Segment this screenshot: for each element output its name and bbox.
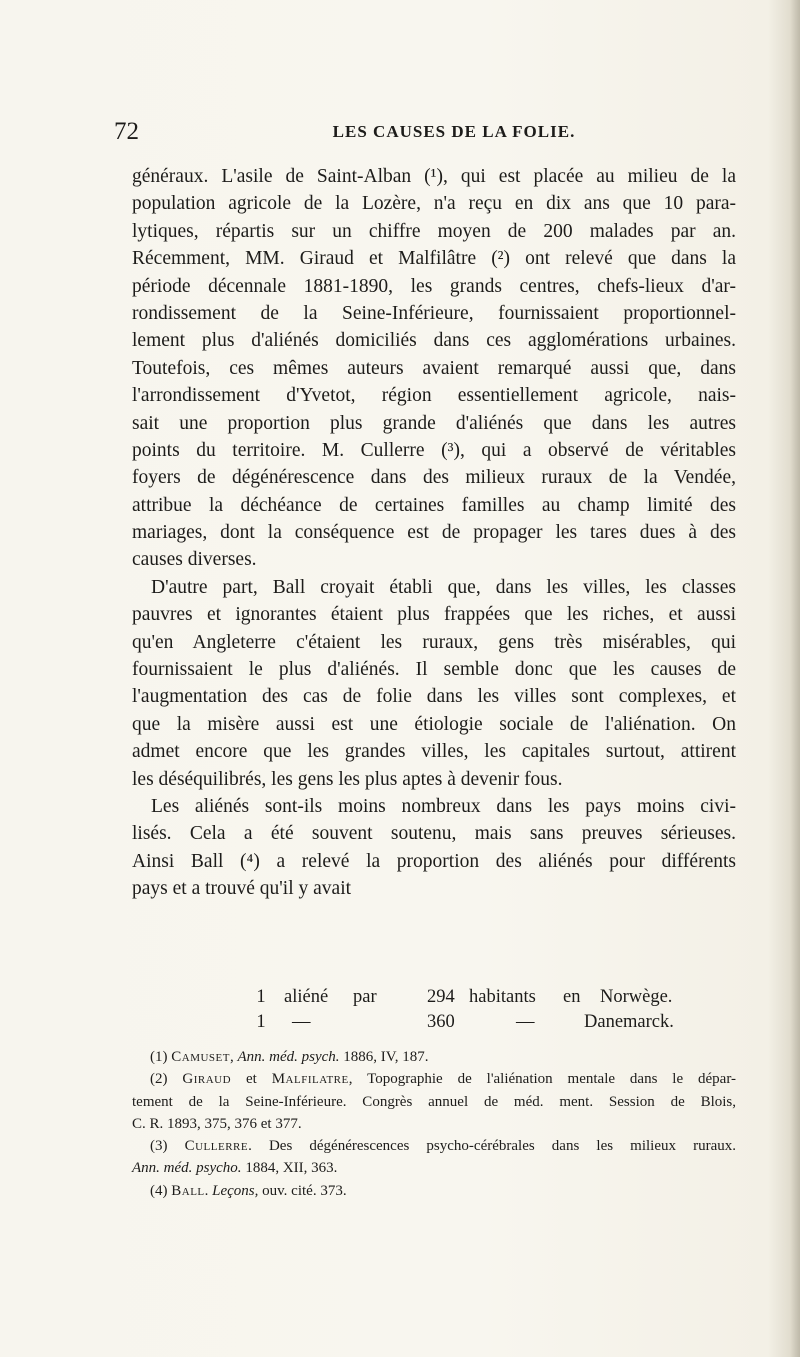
text-line: Récemment, MM. Giraud et Malfilâtre (²) ont relevé que dans la (132, 248, 736, 270)
footnote-author: Giraud (182, 1071, 232, 1088)
text-line: pays et a trouvé qu'il y avait (132, 878, 352, 900)
footnotes (132, 1046, 736, 1202)
footnote-journal: Ann. méd. psycho. (132, 1160, 242, 1177)
running-title: LES CAUSES DE LA FOLIE. (332, 122, 576, 141)
footnote-number: (4) (150, 1182, 168, 1199)
text-line: généraux. L'asile de Saint-Alban (¹), qui est placée au milieu de la (132, 166, 736, 187)
text-line: période décennale 1881-1890, les grands centres, chefs-lieux d'ar- (132, 275, 736, 297)
footnote-author: Cullerre (184, 1138, 249, 1155)
footnote-4 (132, 1180, 736, 1202)
page-number: 72 (114, 118, 139, 145)
footnote-3 (132, 1135, 736, 1157)
table-cell: Danemarck. (584, 1012, 674, 1032)
body-text (132, 163, 736, 903)
table-cell: 294 (427, 987, 455, 1007)
text-line: sait une proportion plus grande d'aliénés que dans les autres (132, 412, 736, 434)
footnote-number: (1) (150, 1049, 168, 1065)
page-header (114, 117, 734, 147)
text-line: pauvres et ignorantes étaient plus frappées que les riches, et aussi (132, 604, 736, 626)
footnote-2-continued: tement de la Seine-Inférieure. Congrès annuel de méd. ment. Session de Blois, (132, 1093, 736, 1110)
text-line: D'autre part, Ball croyait établi que, dans les villes, les classes (151, 576, 736, 598)
text-line: mariages, dont la conséquence est de propager les tares dues à des (132, 522, 736, 544)
text-line: Toutefois, ces mêmes auteurs avaient remarqué aussi que, dans (132, 357, 736, 379)
text-line: Les aliénés sont-ils moins nombreux dans les pays moins civi- (151, 795, 736, 817)
text-line: population agricole de la Lozère, n'a reçu en dix ans que 10 para- (132, 193, 736, 215)
table-cell: habitants (469, 987, 536, 1007)
text-line: causes diverses. (132, 549, 257, 571)
footnote-number: (3) (150, 1138, 168, 1155)
footnote-journal: Leçons, (212, 1182, 259, 1199)
text-line: rondissement de la Seine-Inférieure, fournissaient proportionnel- (132, 302, 736, 324)
table-cell: Norwège. (600, 987, 673, 1007)
footnote-author: Camuset (171, 1049, 230, 1065)
footnote-reference: 1886, IV, 187. (343, 1049, 429, 1065)
text-line: attribue la déchéance de certaines familles au champ limité des (132, 494, 736, 516)
footnote-reference: ouv. cité. 373. (262, 1182, 347, 1199)
page-edge-shadow (790, 0, 800, 1357)
footnote-number: (2) (150, 1071, 168, 1088)
text-line: foyers de dégénérescence dans des milieux ruraux de la Vendée, (132, 467, 736, 489)
table-cell: — (292, 1012, 311, 1032)
text-line: points du territoire. M. Cullerre (³), qui a observé de véritables (132, 439, 736, 461)
text-line: admet encore que les grandes villes, les capitales surtout, attirent (132, 741, 736, 763)
text-line: lytiques, répartis sur un chiffre moyen de 200 malades par an. (132, 220, 736, 242)
footnote-2-continued: C. R. 1893, 375, 376 et 377. (132, 1115, 302, 1132)
footnote-2 (132, 1068, 736, 1090)
text-line: que la misère aussi est une étiologie sociale de l'aliénation. On (132, 713, 736, 735)
footnote-conjunction: et (245, 1071, 257, 1088)
text-line: les déséquilibrés, les gens les plus aptes à devenir fous. (132, 768, 563, 790)
footnote-reference: 1884, XII, 363. (245, 1160, 338, 1177)
text-line: qu'en Angleterre c'étaient les ruraux, gens très misérables, qui (132, 631, 736, 653)
table-cell: — (516, 1012, 535, 1032)
footnote-reference: , Topographie de l'aliénation mentale dans le dépar- (348, 1071, 737, 1088)
table-cell: aliéné (284, 987, 329, 1007)
text-line: l'augmentation des cas de folie dans les villes sont complexes, et (132, 686, 736, 708)
table-cell: 360 (427, 1012, 455, 1032)
text-line: l'arrondissement d'Yvetot, région essentiellement agricole, nais- (132, 385, 736, 407)
footnote-journal: Ann. méd. psych. (237, 1049, 340, 1065)
table-cell: par (353, 987, 377, 1007)
text-line: lisés. Cela a été souvent soutenu, mais sans preuves sérieuses. (132, 823, 736, 845)
table-cell: en (563, 987, 581, 1007)
table-cell: 1 (256, 987, 266, 1007)
text-line: Ainsi Ball (⁴) a relevé la proportion des aliénés pour différents (132, 850, 736, 872)
footnote-3-continued (132, 1157, 736, 1179)
footnote-author: Ball (171, 1182, 205, 1199)
footnote-1: (1) Camuset, Ann. méd. psych. 1886, IV, 187. (150, 1049, 429, 1065)
footnote-reference: . Des dégénérescences psycho-cérébrales dans les milieux ruraux. (248, 1138, 737, 1155)
text-line: fournissaient le plus d'aliénés. Il semble donc que les causes de (132, 659, 736, 681)
text-line: lement plus d'aliénés domiciliés dans ces agglomérations urbaines. (132, 330, 736, 352)
footnote-reference: . (204, 1182, 209, 1199)
table-cell: 1 (256, 1012, 266, 1032)
footnote-author: Malfilatre (271, 1071, 349, 1088)
